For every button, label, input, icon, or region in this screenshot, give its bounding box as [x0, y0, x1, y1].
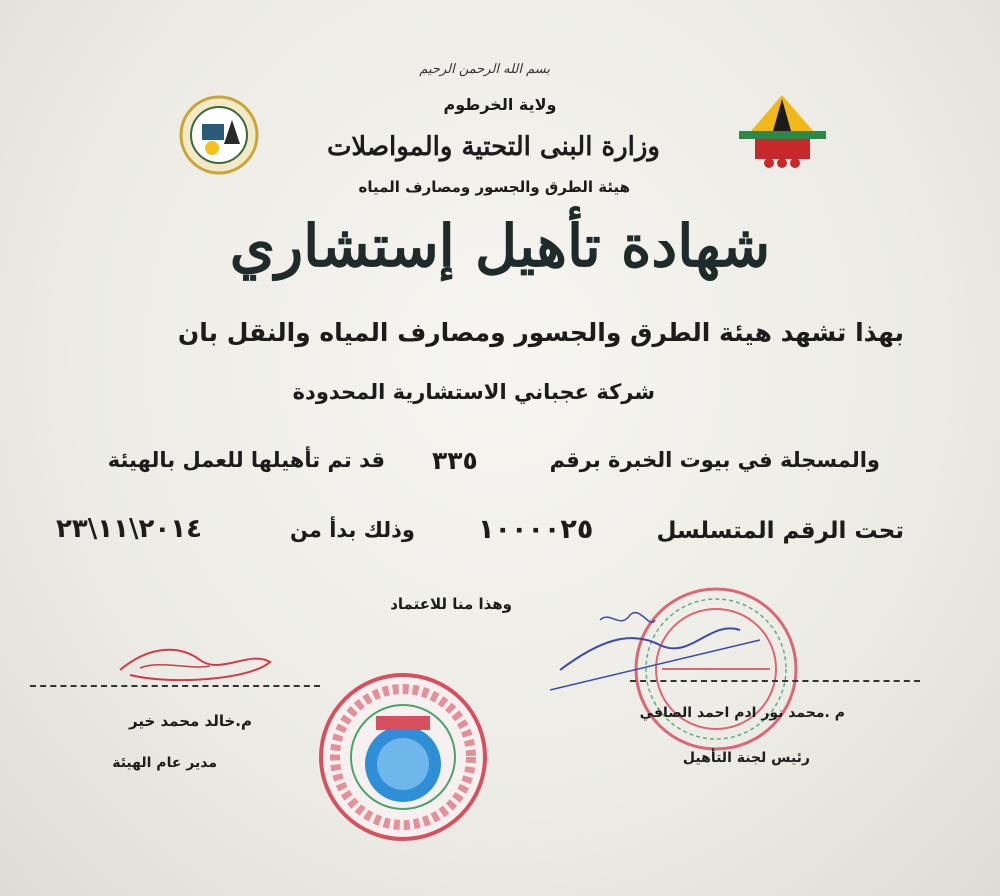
- signature-line-left: [30, 685, 320, 687]
- road-authority-logo-icon: [735, 93, 830, 173]
- authority-name: هيئة الطرق والجسور ومصارف المياه: [358, 178, 630, 196]
- right-signature-icon: [540, 600, 770, 700]
- registration-number: ٣٣٥: [432, 446, 478, 475]
- company-name: شركة عجباني الاستشارية المحدودة: [292, 380, 655, 404]
- ministry-name: وزارة البنى التحتية والمواصلات: [326, 132, 660, 162]
- signature-line-right: [630, 680, 920, 682]
- date-label: وذلك بدأ من: [289, 518, 415, 542]
- certification-statement: بهذا تشهد هيئة الطرق والجسور ومصارف المياه والنقل بان: [177, 318, 904, 347]
- serial-label: تحت الرقم المتسلسل: [656, 518, 904, 544]
- registration-label: والمسجلة في بيوت الخبرة برقم: [549, 448, 880, 472]
- official-seal-icon: [318, 672, 488, 842]
- closing-text: وهذا منا للاعتماد: [390, 595, 512, 613]
- left-signature-icon: [110, 640, 280, 690]
- left-signer-title: مدير عام الهيئة: [112, 755, 217, 771]
- right-signer-title: رئيس لجنة التأهيل: [682, 750, 810, 766]
- right-signer-name: م .محمد نور ادم احمد الصافي: [639, 705, 845, 721]
- basmala-text: بسم الله الرحمن الرحيم: [419, 62, 550, 77]
- state-name: ولاية الخرطوم: [443, 95, 557, 114]
- certificate-title: شهادة تأهيل إستشاري: [229, 212, 771, 280]
- left-signer-name: م.خالد محمد خير: [129, 712, 252, 730]
- circular-emblem-icon: [178, 94, 260, 176]
- qualified-text: قد تم تأهيلها للعمل بالهيئة: [107, 448, 385, 472]
- serial-number: ١٠٠٠٠٢٥: [478, 514, 594, 545]
- issue-date: ٢٠١٤\١١\٢٣: [56, 514, 202, 544]
